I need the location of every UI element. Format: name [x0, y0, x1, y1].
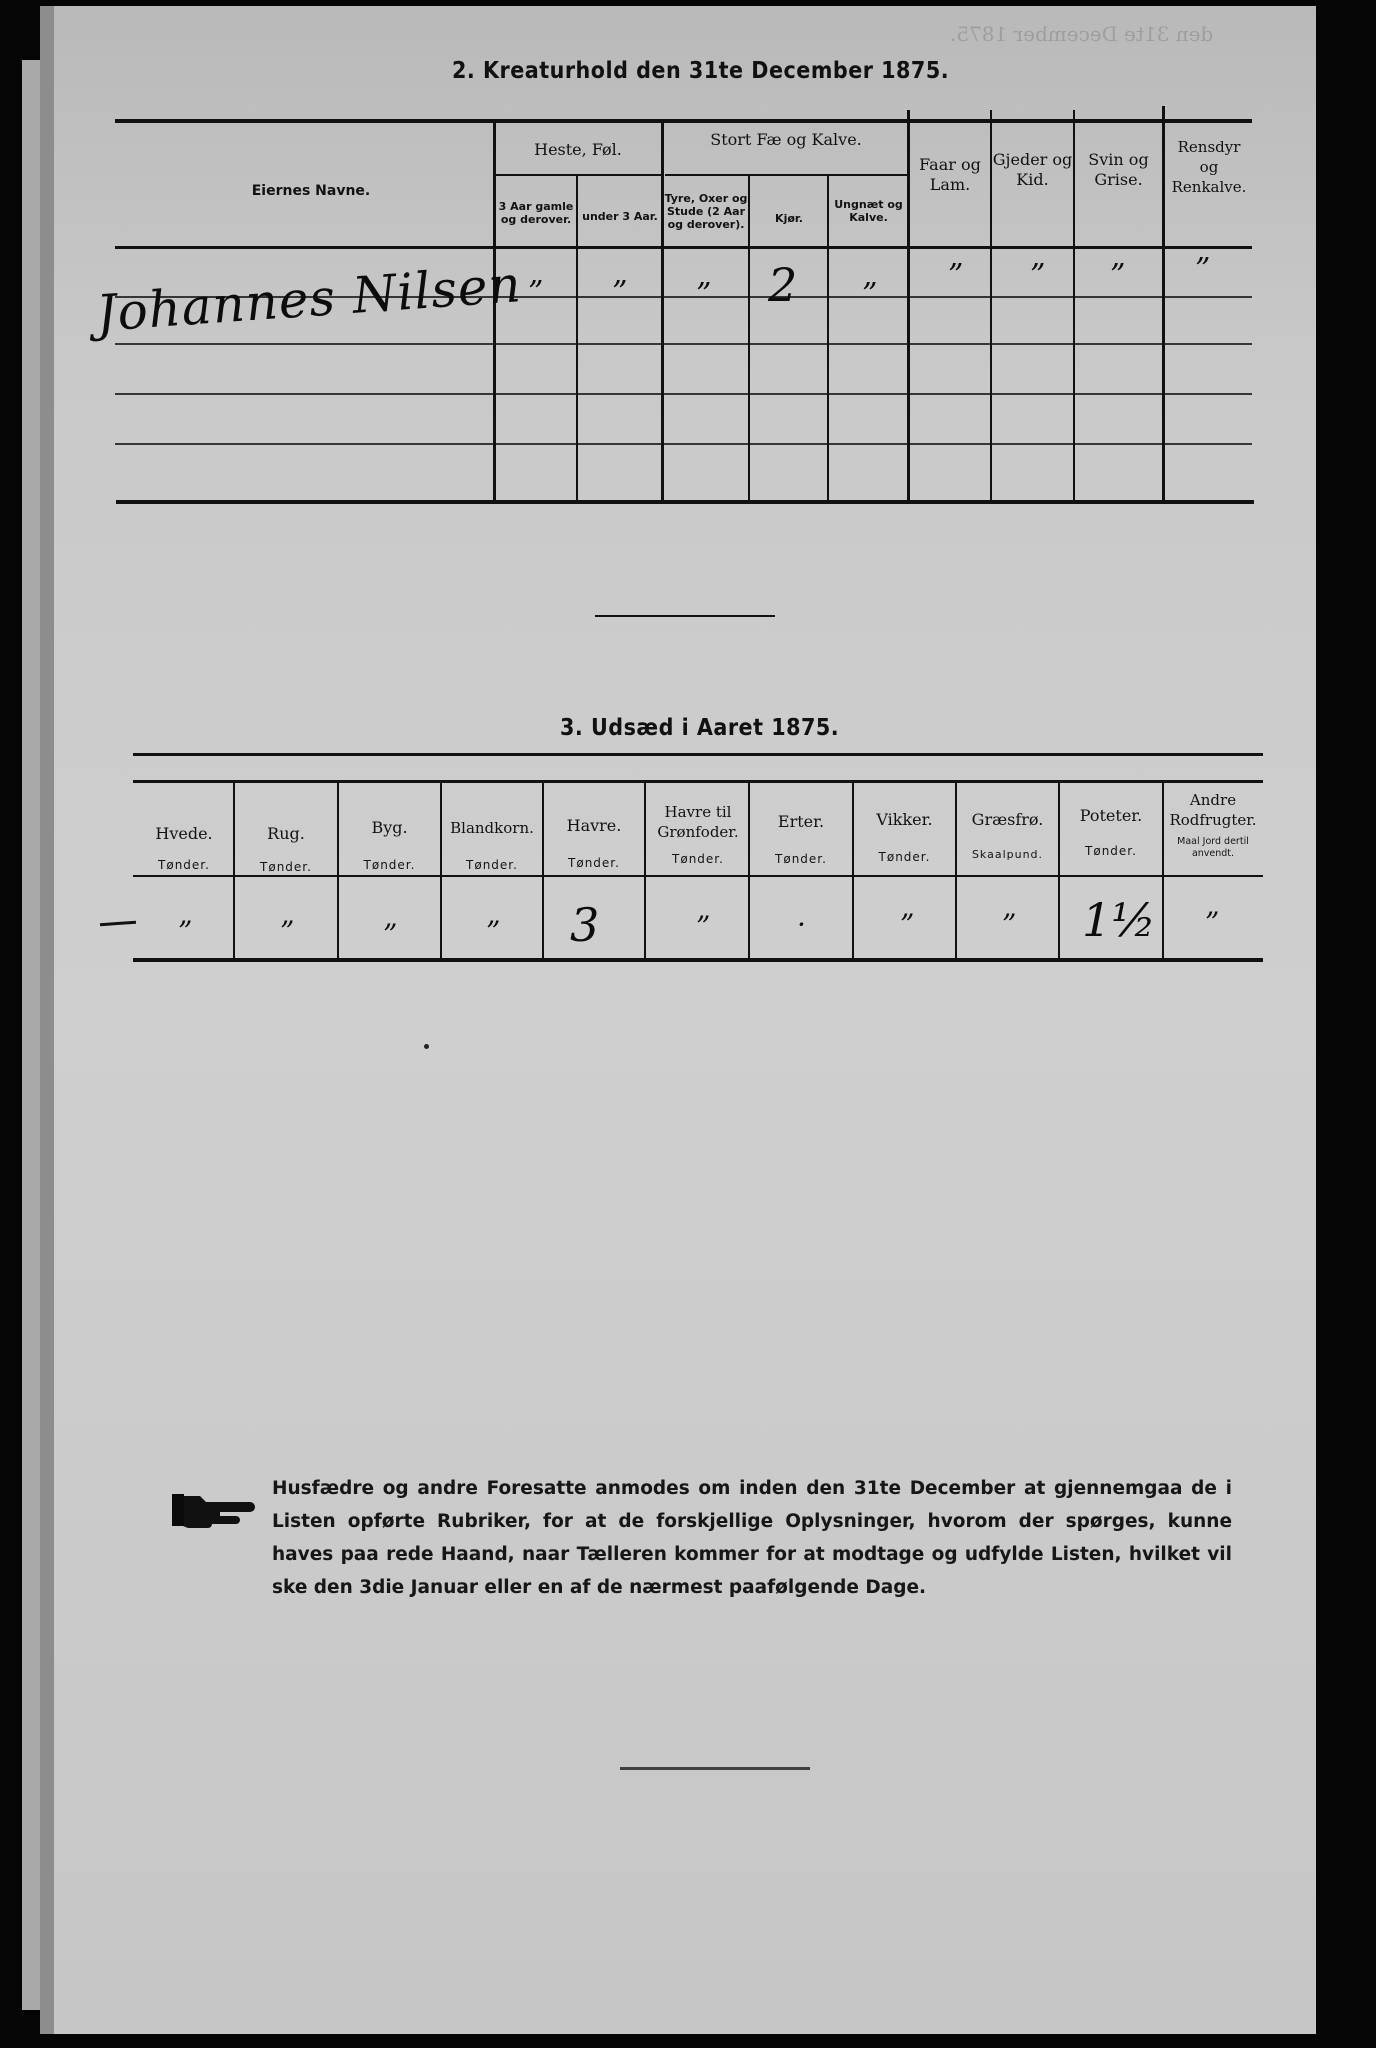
entry-barley: ”: [383, 918, 398, 951]
col-barley-unit: Tønder.: [363, 858, 416, 872]
col-reindeer: Rensdyr og Renkalve.: [1171, 138, 1247, 196]
col-wheat: Hvede.: [155, 824, 213, 843]
pointing-hand-icon: [170, 1490, 262, 1530]
entry-horses-3yr: ”: [528, 275, 544, 310]
col-bulls-oxen: Tyre, Oxer og Stude (2 Aar og derover).: [664, 192, 748, 231]
col-potatoes: Poteter.: [1079, 806, 1143, 825]
entry-oats: 3: [570, 898, 600, 952]
col-other-root-crops: Andre Rodfrugter.: [1169, 791, 1257, 829]
col-potatoes-unit: Tønder.: [1085, 844, 1137, 858]
entry-vetch: ”: [900, 908, 915, 941]
table2-col-divider: [1162, 106, 1165, 502]
col-rye-unit: Tønder.: [260, 860, 312, 874]
table3-col-divider: [644, 782, 646, 959]
closing-rule: [620, 1767, 810, 1770]
entry-other-root-crops: ”: [1205, 906, 1220, 939]
table3-top-rule-2: [133, 780, 1263, 783]
entry-mixed-grain: ”: [486, 915, 501, 948]
entry-young-cattle: ”: [862, 277, 878, 312]
col-oats-green-fodder-unit: Tønder.: [672, 852, 724, 866]
table3-bottom-rule: [133, 958, 1263, 962]
entry-horses-under-3yr: ”: [612, 275, 628, 310]
col-sheep: Faar og Lam.: [919, 155, 981, 194]
table3-top-rule: [133, 753, 1263, 756]
table2-col-divider: [576, 176, 578, 502]
table2-row-line: [115, 443, 1252, 445]
col-oats: Havre.: [566, 816, 622, 835]
col-oats-green-fodder: Havre til Grønfoder.: [657, 803, 739, 841]
entry-reindeer: ”: [1195, 252, 1211, 287]
table2-row-line: [115, 393, 1252, 395]
entry-sheep: ”: [948, 258, 964, 293]
col-horses-3yr: 3 Aar gamle og derover.: [498, 200, 574, 226]
bleed-through-heading: den 31te December 1875.: [950, 22, 1214, 46]
entry-grass-seed: ”: [1002, 908, 1017, 941]
entry-peas: ·: [797, 908, 806, 941]
section-3-title: 3. Udsæd i Aaret 1875.: [560, 715, 840, 741]
col-oats-unit: Tønder.: [568, 856, 620, 870]
table2-col-divider: [827, 176, 829, 502]
col-mixed-grain-unit: Tønder.: [466, 858, 518, 872]
col-young-cattle: Ungnæt og Kalve.: [834, 198, 903, 224]
table3-col-divider: [955, 782, 957, 959]
col-barley: Byg.: [371, 818, 408, 837]
col-vetch: Vikker.: [876, 810, 933, 829]
table3-header-rule: [133, 875, 1263, 877]
col-goats: Gjeder og Kid.: [992, 150, 1073, 189]
table2-col-divider: [661, 120, 664, 502]
entry-rye: ”: [280, 915, 295, 948]
col-vetch-unit: Tønder.: [878, 850, 931, 864]
cattle-group-header: Stort Fæ og Kalve.: [710, 130, 862, 149]
table3-col-divider: [542, 782, 544, 959]
col-wheat-unit: Tønder.: [158, 858, 210, 872]
table2-horse-subrule: [495, 174, 661, 176]
ink-dot: [424, 1044, 429, 1049]
col-peas-unit: Tønder.: [775, 852, 827, 866]
table2-top-rule: [115, 119, 1252, 123]
col-rye: Rug.: [267, 824, 305, 843]
section-2-title: 2. Kreaturhold den 31te December 1875.: [452, 58, 950, 84]
entry-wheat: ”: [178, 915, 193, 948]
instructions-notice: Husfædre og andre Foresatte anmodes om inden den 31te December at gjennemgaa de i Listen opførte Rubriker, for at de forskjellige Oplysninger, hvorom der spørges, kunne haves paa rede Haand, naar Tælleren kommer for at modtage og udfylde Listen, hvilket vil ske den 3die Januar eller en af de nærmest paafølgende Dage.: [272, 1478, 1232, 1598]
entry-potatoes: 1½: [1082, 893, 1156, 947]
col-grass-seed: Græsfrø.: [971, 810, 1044, 829]
table3-col-divider: [852, 782, 854, 959]
horses-group-header: Heste, Føl.: [534, 140, 622, 159]
entry-oats-green-fodder: ”: [696, 910, 711, 943]
col-other-root-crops-unit: Maal Jord dertil anvendt.: [1177, 836, 1249, 859]
col-horses-under-3yr: under 3 Aar.: [582, 210, 658, 223]
col-peas: Erter.: [777, 812, 825, 831]
entry-cows: 2: [768, 258, 798, 312]
col-mixed-grain: Blandkorn.: [450, 819, 534, 837]
entry-goats: ”: [1030, 258, 1046, 293]
table2-header-rule: [115, 246, 1252, 249]
col-cows: Kjør.: [775, 212, 803, 225]
table2-row-line: [115, 343, 1252, 345]
table2-bottom-rule: [116, 500, 1254, 504]
entry-bulls-oxen: ”: [696, 277, 712, 312]
table2-cattle-subrule: [665, 174, 909, 176]
col-pigs: Svin og Grise.: [1088, 150, 1149, 189]
owner-names-header: Eiernes Navne.: [251, 183, 371, 199]
col-grass-seed-unit: Skaalpund.: [971, 848, 1044, 861]
section-divider: [595, 615, 775, 617]
table3-col-divider: [748, 782, 750, 959]
owner-name-entry: Johannes Nilsen: [94, 255, 524, 343]
entry-pigs: ”: [1110, 258, 1126, 293]
table2-col-divider: [748, 176, 750, 502]
